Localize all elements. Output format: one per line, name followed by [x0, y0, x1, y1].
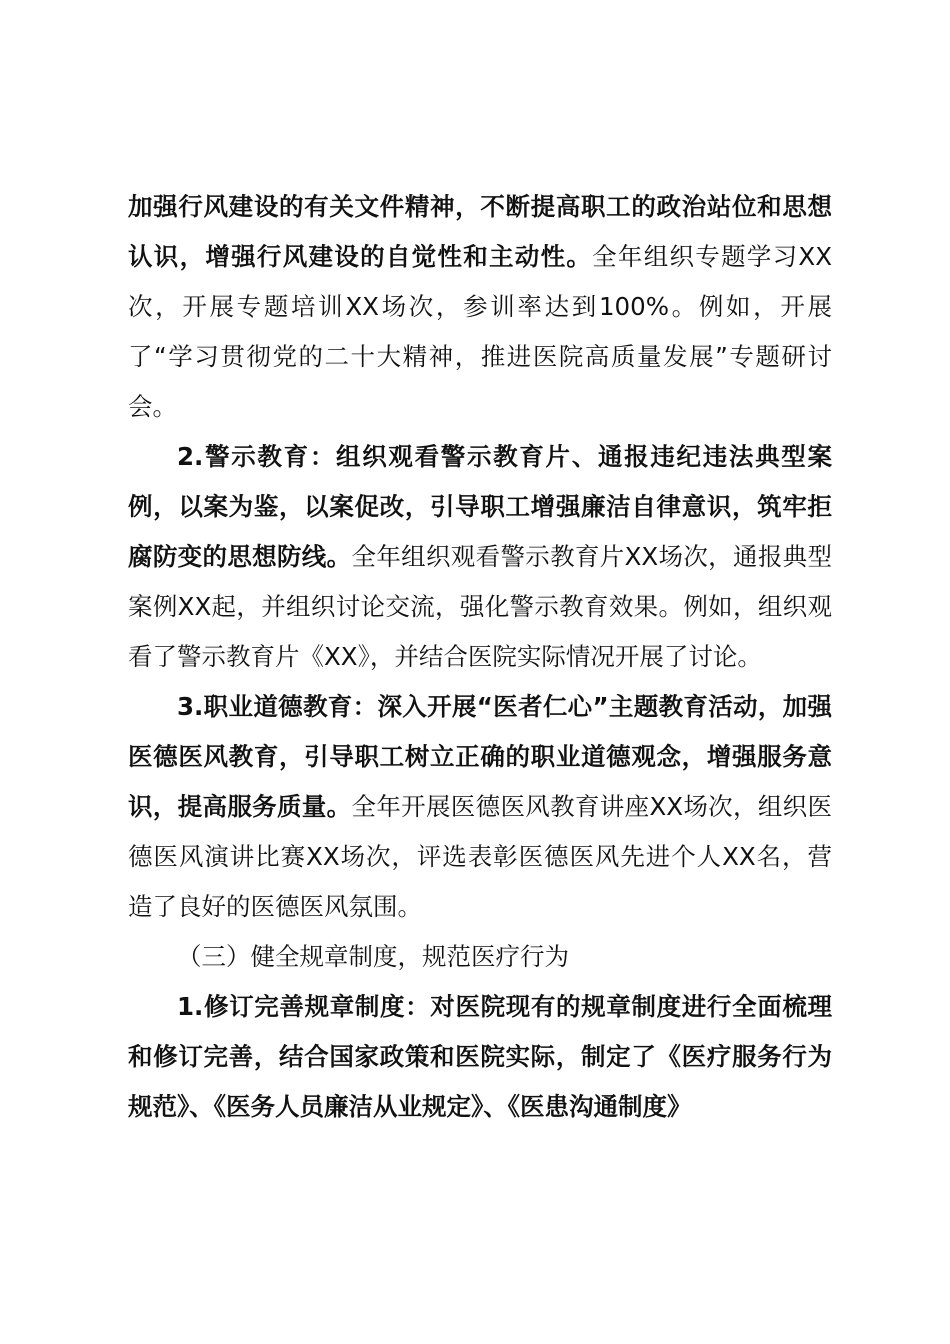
paragraph-bold-text: 2.警示教育：组织观看警示教育片、通报违纪违法典型案例，以案为鉴，以案促改，引导职工增强廉洁自律意识，筑牢拒腐防变的思想防线。	[128, 442, 832, 571]
paragraph-continuation	[128, 182, 832, 432]
paragraph-body-text: 全年组织观看警示教育片XX场次，通报典型案例XX起，并组织讨论交流，强化警示教育效果。例如，组织观看了警示教育片《XX》，并结合医院实际情况开展了讨论。	[128, 542, 832, 671]
paragraph-body-text: 全年组织专题学习XX次，开展专题培训XX场次，参训率达到100%。例如，开展了“学习贯彻党的二十大精神，推进医院高质量发展”专题研讨会。	[128, 242, 832, 421]
paragraph-bold-text: 3.职业道德教育：深入开展“医者仁心”主题教育活动，加强医德医风教育，引导职工树立正确的职业道德观念，增强服务意识，提高服务质量。	[128, 692, 832, 821]
document-body	[128, 182, 832, 1132]
paragraph-regulations	[128, 982, 832, 1132]
section-heading	[128, 932, 832, 982]
section-heading-text: （三）健全规章制度，规范医疗行为	[177, 942, 569, 971]
paragraph-bold-text: 1.修订完善规章制度：对医院现有的规章制度进行全面梳理和修订完善，结合国家政策和医院实际，制定了《医疗服务行为规范》、《医务人员廉洁从业规定》、《医患沟通制度》	[128, 992, 832, 1121]
paragraph-warning-education	[128, 432, 832, 682]
paragraph-bold-text: 加强行风建设的有关文件精神，不断提高职工的政治站位和思想认识，增强行风建设的自觉性和主动性。	[128, 192, 832, 271]
paragraph-ethics-education	[128, 682, 832, 932]
paragraph-body-text: 全年开展医德医风教育讲座XX场次，组织医德医风演讲比赛XX场次，评选表彰医德医风先进个人XX名，营造了良好的医德医风氛围。	[128, 792, 832, 921]
